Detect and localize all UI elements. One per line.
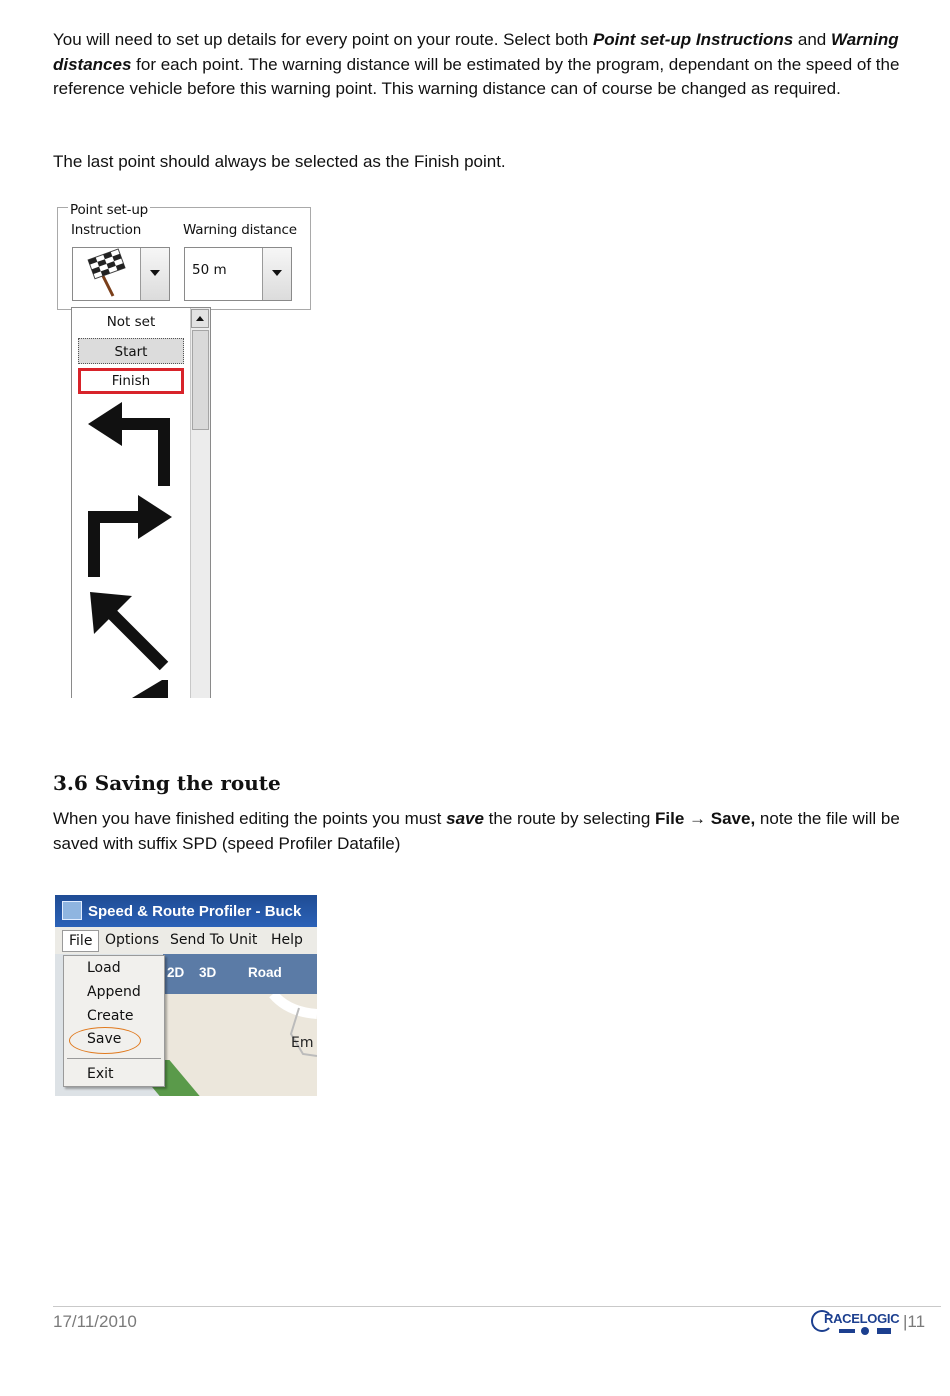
intro-paragraph: You will need to set up details for every point on your route. Select both Point set-up Instructions and Warning distances for each point. The warning distance will be estimated by the program, dependant on the speed of the reference vehicle before this warning point. This warning distance can of course be changed as required.: [53, 30, 900, 98]
warning-distance-value: 50 m: [192, 262, 227, 278]
view-3d-tab[interactable]: 3D: [199, 965, 217, 980]
turn-right-arrow-icon[interactable]: [82, 493, 192, 583]
instruction-combo[interactable]: [72, 247, 170, 301]
menu-send-to-unit[interactable]: Send To Unit: [170, 932, 258, 948]
app-title: Speed & Route Profiler - Buck: [88, 903, 302, 920]
logo-vehicles-icon: [837, 1326, 897, 1336]
view-road-tab[interactable]: Road: [248, 965, 282, 980]
page-number: |11: [903, 1312, 926, 1331]
section-heading: 3.6 Saving the route: [53, 771, 281, 795]
instruction-dropdown-button[interactable]: [140, 248, 169, 300]
option-finish[interactable]: Finish: [78, 368, 184, 394]
warning-distance-combo[interactable]: [184, 247, 292, 301]
instruction-dropdown-list: [71, 307, 211, 698]
warning-dropdown-button[interactable]: [262, 248, 291, 300]
view-toolbar: [163, 954, 317, 994]
menu-separator: [67, 1058, 161, 1059]
menu-options[interactable]: Options: [105, 932, 160, 948]
partial-arrow-icon: [82, 678, 192, 698]
app-menubar: [55, 927, 317, 954]
bear-left-arrow-icon[interactable]: [82, 586, 192, 676]
file-menu-exit[interactable]: Exit: [87, 1066, 114, 1082]
map-label: Em: [291, 1035, 314, 1051]
finish-note: The last point should always be selected as the Finish point.: [53, 152, 506, 171]
file-menu-create[interactable]: Create: [87, 1008, 134, 1024]
file-menu-save[interactable]: Save: [87, 1031, 122, 1047]
option-start[interactable]: Start: [78, 338, 184, 364]
turn-left-arrow-icon[interactable]: [82, 398, 192, 488]
logo-text: RACELOGIC: [824, 1311, 900, 1326]
file-menu-load[interactable]: Load: [87, 960, 121, 976]
footer-rule: [53, 1306, 941, 1307]
file-menu: [63, 955, 165, 1087]
checkered-flag-icon: [77, 248, 137, 300]
menu-file[interactable]: File: [62, 930, 99, 952]
racelogic-logo: [811, 1310, 899, 1340]
option-not-set[interactable]: Not set: [106, 314, 156, 330]
point-setup-panel: [57, 202, 311, 310]
warning-distance-label: Warning distance: [183, 222, 297, 238]
instruction-label: Instruction: [71, 222, 142, 238]
app-screenshot: [55, 895, 317, 1096]
scroll-thumb[interactable]: [192, 330, 209, 430]
app-icon: [62, 901, 82, 920]
view-2d-tab[interactable]: 2D: [167, 965, 185, 980]
dropdown-scrollbar[interactable]: [190, 308, 210, 698]
point-setup-label: Point set-up: [70, 202, 149, 218]
save-highlight-ring: [69, 1027, 141, 1054]
menu-help[interactable]: Help: [271, 932, 303, 948]
footer-date: 17/11/2010: [53, 1312, 137, 1331]
file-menu-append[interactable]: Append: [87, 984, 141, 1000]
saving-paragraph: When you have finished editing the points you must save the route by selecting File → Save, note the file will be saved with suffix SPD (speed Profiler Datafile): [53, 809, 900, 853]
scroll-up-button[interactable]: [191, 309, 209, 328]
app-titlebar: [55, 895, 317, 927]
